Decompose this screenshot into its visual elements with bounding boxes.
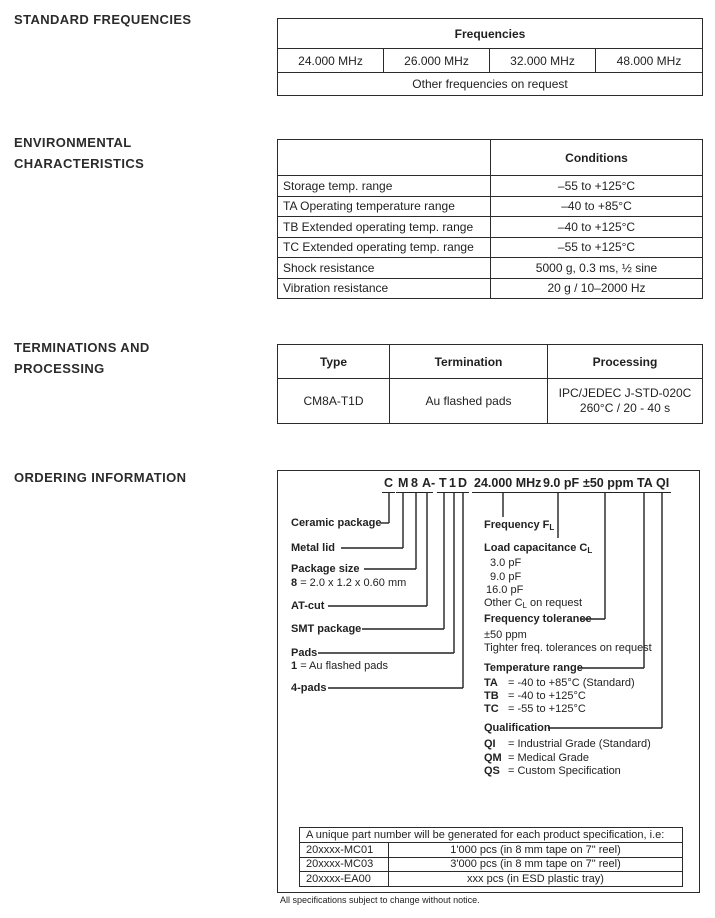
terminations-processing-value (547, 379, 702, 423)
temp-range-text: = -55 to +125°C (508, 703, 586, 715)
part-segment-ceramic: C (382, 477, 395, 493)
part-segment-at-cut: A (420, 477, 433, 493)
label-package-size-detail (291, 577, 406, 589)
heading-processing: PROCESSING (14, 361, 105, 376)
label-temperature-range: Temperature range (484, 662, 583, 674)
part-number-table (299, 827, 683, 887)
env-row-value: 20 g / 10–2000 Hz (490, 279, 702, 299)
temp-code: TC (484, 703, 499, 715)
qualification-code: QI (484, 738, 496, 750)
frequencies-values-row (278, 49, 702, 73)
env-row-label: Vibration resistance (283, 281, 389, 296)
label-at-cut: AT-cut (291, 600, 325, 612)
table-row (300, 857, 682, 872)
part-segment-temp-range: TA (635, 477, 655, 493)
part-segment-pads: 1 (447, 477, 458, 493)
environmental-table (277, 139, 703, 299)
package-size-code: 8 (291, 577, 298, 589)
footer-disclaimer: All specifications subject to change without notice. (280, 895, 480, 905)
heading-ordering-information: ORDERING INFORMATION (14, 470, 187, 485)
qualification-text: = Custom Specification (508, 765, 621, 777)
terminations-table (277, 344, 703, 424)
qualification-option (484, 738, 651, 750)
load-capacitance-option: 16.0 pF (486, 584, 524, 596)
env-row-value: –40 to +125°C (490, 217, 702, 237)
part-segment-dash: - (431, 476, 436, 490)
label-load-capacitance (484, 542, 592, 557)
temp-code: TB (484, 690, 499, 702)
table-row (300, 871, 682, 886)
heading-characteristics: CHARACTERISTICS (14, 156, 145, 171)
label-ceramic-package: Ceramic package (291, 517, 382, 529)
label-qualification: Qualification (484, 722, 551, 734)
heading-environmental: ENVIRONMENTAL (14, 135, 132, 150)
env-row-value: –40 to +85°C (490, 197, 702, 217)
pads-code: 1 (291, 660, 298, 672)
frequency-value: 32.000 MHz (490, 49, 596, 72)
part-segment-load-capacitance: 9.0 pF (541, 477, 581, 493)
temp-code: TA (484, 677, 498, 689)
env-row-label: TC Extended operating temp. range (283, 240, 474, 255)
table-row (278, 175, 702, 196)
part-segment-smt: T (437, 477, 449, 493)
frequency-label-text: Frequency F (484, 519, 550, 531)
part-segment-tolerance: ±50 ppm (581, 477, 636, 493)
tolerance-line: Tighter freq. tolerances on request (484, 642, 652, 654)
label-4-pads: 4-pads (291, 682, 327, 694)
load-capacitance-option: 3.0 pF (490, 557, 522, 569)
label-pads-detail (291, 660, 388, 672)
terminations-header-processing: Processing (547, 345, 702, 378)
frequency-value: 48.000 MHz (616, 53, 682, 68)
table-row (300, 842, 682, 857)
heading-standard-frequencies: STANDARD FREQUENCIES (14, 12, 192, 27)
temp-range-text: = -40 to +85°C (Standard) (508, 677, 635, 689)
label-frequency (484, 519, 554, 534)
temp-range-text: = -40 to +125°C (508, 690, 586, 702)
load-capacitance-other (484, 597, 582, 612)
table-row (278, 278, 702, 299)
part-number-table-header: A unique part number will be generated for each product specification, i.e: (306, 828, 665, 841)
frequency-value: 24.000 MHz (278, 49, 384, 72)
qualification-option (484, 752, 589, 764)
terminations-header-type: Type (319, 354, 348, 369)
part-number-qty: xxx pcs (in ESD plastic tray) (388, 872, 682, 886)
frequencies-table-title: Frequencies (278, 19, 702, 49)
table-row (278, 257, 702, 278)
part-number-qty: 1'000 pcs (in 8 mm tape on 7" reel) (388, 843, 682, 857)
terminations-termination-value: Au flashed pads (389, 379, 547, 423)
label-package-size: Package size (291, 563, 360, 575)
env-row-label: Storage temp. range (283, 178, 393, 193)
load-capacitance-subscript: L (587, 546, 593, 555)
frequency-value: 26.000 MHz (384, 49, 490, 72)
env-row-label: TA Operating temperature range (283, 199, 455, 214)
terminations-header-termination: Termination (389, 345, 547, 378)
qualification-code: QM (484, 752, 502, 764)
frequency-label-subscript: L (549, 523, 555, 532)
env-row-label: TB Extended operating temp. range (283, 219, 474, 234)
qualification-text: = Industrial Grade (Standard) (508, 738, 651, 750)
env-row-value: 5000 g, 0.3 ms, ½ sine (490, 258, 702, 278)
env-row-label: Shock resistance (283, 260, 375, 275)
env-row-value: –55 to +125°C (490, 176, 702, 196)
part-number-value: 20xxxx-MC03 (306, 858, 374, 871)
terminations-type-value: CM8A-T1D (303, 394, 364, 408)
table-row (278, 237, 702, 258)
table-row (278, 378, 702, 423)
env-row-value: –55 to +125°C (490, 238, 702, 258)
label-metal-lid: Metal lid (291, 542, 336, 554)
label-smt-package: SMT package (291, 623, 362, 635)
load-other-post: on request (526, 597, 583, 609)
part-segment-4pads: D (456, 477, 469, 493)
terminations-header-row (278, 345, 702, 378)
load-capacitance-label-text: Load capacitance C (484, 542, 588, 554)
temperature-option (484, 690, 586, 702)
processing-line-2: 260°C / 20 - 40 s (579, 401, 671, 415)
part-segment-metal-lid: M (396, 477, 410, 493)
package-size-dimensions: = 2.0 x 1.2 x 0.60 mm (300, 577, 407, 589)
qualification-option (484, 765, 621, 777)
part-segment-package-size: 8 (409, 477, 420, 493)
load-other-subscript: L (522, 601, 527, 610)
load-capacitance-option: 9.0 pF (490, 571, 522, 583)
part-number-qty: 3'000 pcs (in 8 mm tape on 7" reel) (388, 858, 682, 872)
label-frequency-tolerance: Frequency tolerance (484, 613, 592, 625)
part-number-value: 20xxxx-EA00 (306, 873, 371, 886)
table-row (278, 216, 702, 237)
pads-description: = Au flashed pads (300, 660, 388, 672)
load-other-pre: Other C (484, 597, 523, 609)
heading-terminations: TERMINATIONS AND (14, 340, 150, 355)
table-row (278, 196, 702, 217)
processing-line-1: IPC/JEDEC J-STD-020C (558, 386, 692, 400)
part-segment-qualification: QI (654, 477, 671, 493)
tolerance-line: ±50 ppm (484, 629, 527, 641)
temperature-option (484, 703, 586, 715)
environmental-header-row (278, 140, 702, 175)
qualification-text: = Medical Grade (508, 752, 590, 764)
frequencies-note: Other frequencies on request (412, 77, 568, 91)
environmental-header-conditions: Conditions (490, 140, 702, 175)
frequencies-table (277, 18, 703, 96)
part-number-value: 20xxxx-MC01 (306, 843, 374, 856)
ordering-information-box (277, 470, 700, 893)
part-segment-frequency: 24.000 MHz (472, 477, 543, 493)
label-pads: Pads (291, 647, 318, 659)
temperature-option (484, 677, 635, 689)
environmental-header-empty (278, 140, 490, 175)
qualification-code: QS (484, 765, 500, 777)
